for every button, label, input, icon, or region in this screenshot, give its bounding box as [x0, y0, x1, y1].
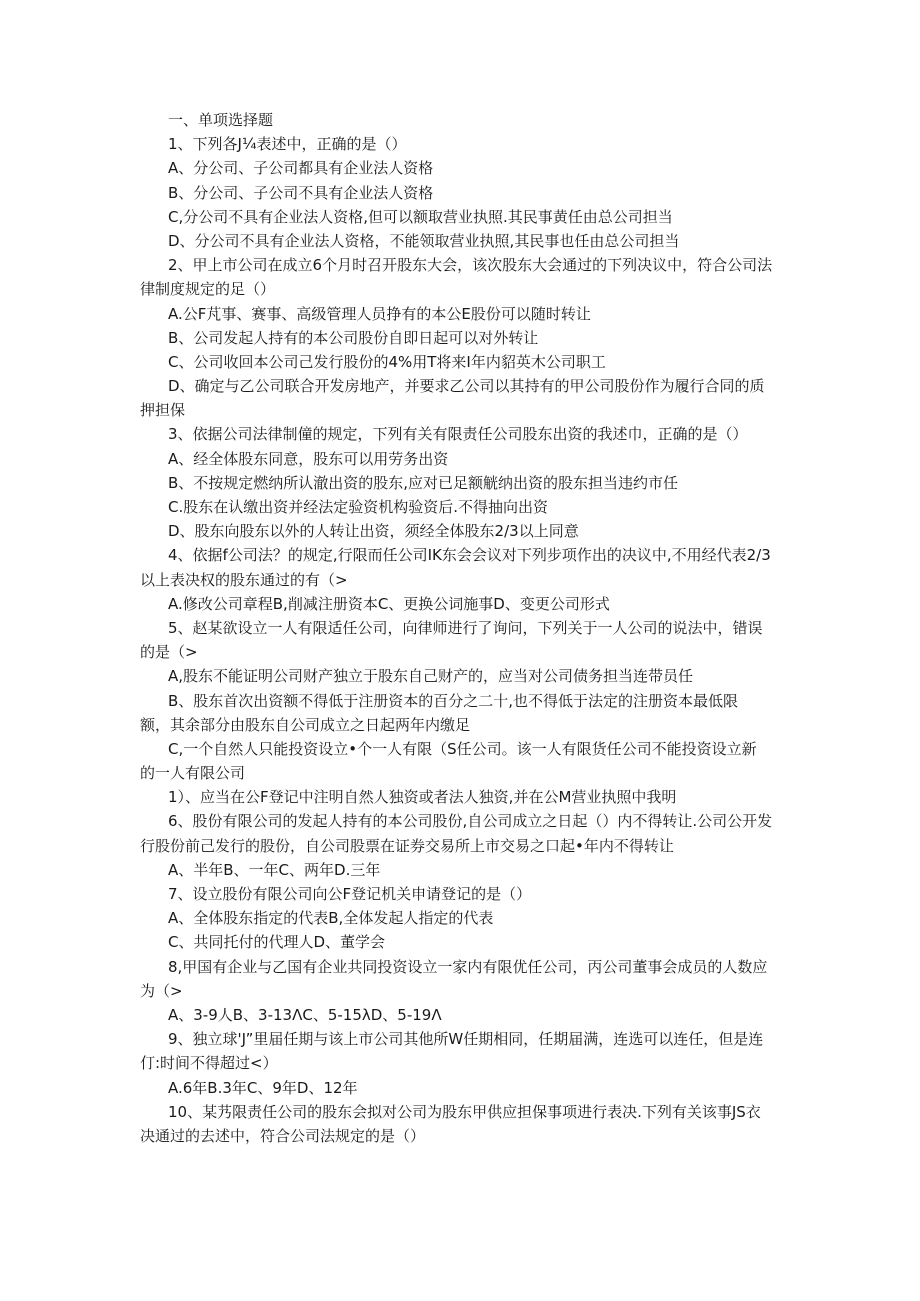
question-1: 1、下列各J¼表述中，正确的是（）	[168, 135, 407, 154]
question-5-option-d: 1）、应当在公F登记中注明自然人独资或者法人独资,并在公M营业执照中我明	[168, 788, 677, 807]
question-3-option-a: A、经全体股东同意，股东可以用劳务出资	[168, 449, 449, 468]
question-5: 5、赵某欲设立一人有限适任公司，向律师进行了询问，下列关于一人公司的说法中，错误	[168, 618, 763, 637]
question-2-option-d-continued: 押担保	[140, 401, 186, 420]
question-4: 4、依据f公司法？的规定,行限而任公司IK东会会议对下列步项作出的决议中,不用经代表2/3	[168, 546, 771, 565]
question-3: 3、依据公司法律制僮的规定，下列有关有限责任公司股东出资的我述巾，正确的是（）	[168, 425, 748, 444]
question-8-options: A、3-9人B、3-13ΛC、5-15λD、5-19Λ	[168, 1005, 442, 1024]
question-7-options-ab: A、全体股东指定的代表B,全体发起人指定的代表	[168, 909, 494, 928]
question-4-options: A.修改公司章程B,削减注册资本C、更换公词施事D、变更公司形式	[168, 594, 610, 613]
question-8-continued: 为（>	[140, 981, 183, 1000]
question-5-option-c: C,一个自然人只能投资设立•个一人有限（S任公司。该一人有限货任公司不能投资设立新	[168, 739, 757, 758]
question-1-option-c: C,分公司不具有企业法人资格,但可以额取营业执照.其民事黄任由总公司担当	[168, 207, 673, 226]
question-3-option-c: C.股东在认缴出资并经法定验资机构验资后.不得抽向出资	[168, 498, 549, 516]
question-6-continued: 行股份前己发行的股份，自公司股票在证券交易所上市交易之口起•年内不得转让	[140, 836, 674, 855]
question-2-option-c: C、公司收回本公司己发行股份的4%用T将来I年内貂英木公司职工	[168, 352, 606, 371]
question-2-option-d: D、确定与乙公司联合开发房地产，并要求乙公司以其持有的甲公司股份作为履行合同的质	[168, 377, 765, 396]
question-6: 6、股份有限公司的发起人持有的本公司股份,自公司成立之日起（）内不得转让.公司公开发	[168, 812, 773, 831]
question-3-option-b: B、不按规定燃纳所认澈出资的股东,应对已足额觥纳出资的股东担当违约市任	[168, 473, 679, 492]
question-1-option-a: A、分公司、子公司都具有企业法人资格	[168, 159, 434, 178]
question-9-continued: 仃:时间不得超过<）	[140, 1054, 278, 1073]
question-5-continued: 的是（>	[140, 643, 198, 662]
question-2-option-b: B、公司发起人持有的本公司股份自即日起可以对外转让	[168, 328, 539, 347]
question-5-option-b: B、股东首次出资额不得低于注册资本的百分之二十,也不得低于法定的注册资本最低限	[168, 691, 739, 710]
question-2-continued: 律制度规定的足（）	[140, 280, 276, 299]
question-5-option-c-continued: 的一人有限公司	[140, 764, 246, 783]
question-5-option-b-continued: 额，其余部分由股东自公司成立之日起两年内缴足	[140, 715, 471, 734]
question-1-option-b: B、分公司、子公司不具有企业法人资格	[168, 183, 434, 202]
question-10: 10、某艿限责任公司的股东会拟对公司为股东甲供应担保事项进行表决.下列有关该事JS衣	[168, 1102, 761, 1121]
question-7-options-cd: C、共同托付的代理人D、董学会	[168, 933, 386, 952]
question-3-option-d: D、股东向股东以外的人转让出资，须经全体股东2/3以上同意	[168, 522, 579, 541]
question-8: 8,甲国有企业与乙国有企业共同投资设立一家内有限优任公司，丙公司董事会成员的人数应	[168, 957, 768, 976]
document-body	[140, 108, 790, 1148]
section-heading: 一、单项选择题	[168, 111, 274, 129]
question-2: 2、甲上市公司在成立6个月时召开股东大会，该次股东大会通过的下列决议中，符合公司法	[168, 256, 773, 275]
question-10-continued: 决通过的去述中，符合公司法规定的是（）	[140, 1126, 426, 1145]
question-7: 7、设立股份有限公司向公F登记机关申请登记的是（）	[168, 885, 532, 903]
question-9-options: A.6年B.3年C、9年D、12年	[168, 1078, 358, 1097]
question-9: 9、独立球'J”里届任期与该上市公司其他所W任期相同，任期届满，连选可以连任，但是连	[168, 1030, 764, 1049]
question-2-option-a: A.公F芃事、赛事、高级管理人员挣有的本公E股份可以随时转让	[168, 304, 591, 323]
question-1-option-d: D、分公司不具有企业法人资格，不能领取营业执照,其民事也任由总公司担当	[168, 231, 680, 250]
question-4-continued: 以上表决权的股东通过的有（>	[140, 570, 348, 589]
question-5-option-a: A,股东不能证明公司财产独立于股东自己财产的，应当对公司债务担当连带员任	[168, 667, 694, 686]
question-6-options: A、半年B、一年C、两年D.三年	[168, 860, 381, 879]
